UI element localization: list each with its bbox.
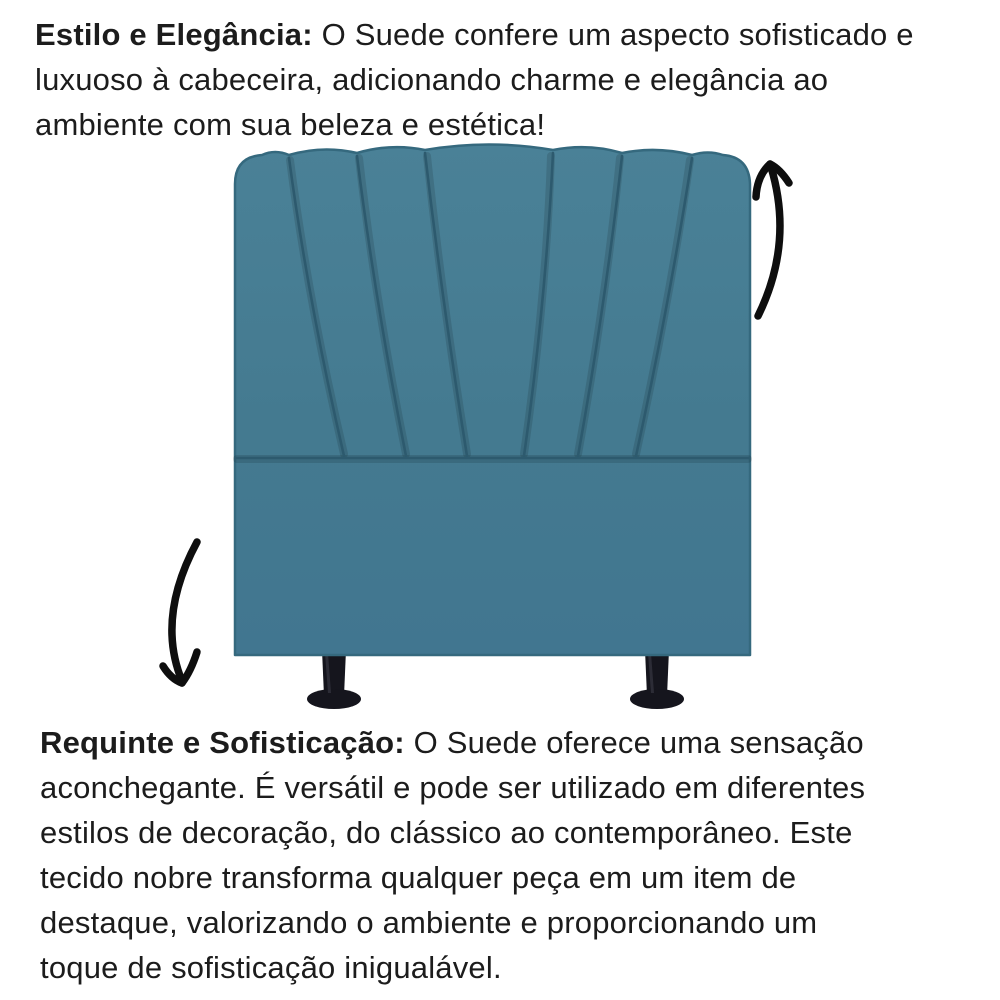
- right-foot-base: [630, 689, 684, 709]
- bottom-paragraph-line-3: estilos de decoração, do clássico ao contemporâneo. Este: [40, 815, 853, 850]
- bottom-paragraph-line-4: tecido nobre transforma qualquer peça em um item de: [40, 860, 797, 895]
- arrow-up-icon: [756, 164, 789, 316]
- top-paragraph-lead: Estilo e Elegância:: [35, 17, 313, 52]
- text-line: [40, 720, 980, 765]
- top-paragraph-line-2: luxuoso à cabeceira, adicionando charme e elegância ao: [35, 62, 829, 97]
- headboard-body: [235, 145, 750, 656]
- top-paragraph-line-3: ambiente com sua beleza e estética!: [35, 107, 546, 142]
- product-image-area: [0, 140, 1000, 720]
- bottom-paragraph-lead: Requinte e Sofisticação:: [40, 725, 405, 760]
- text-line: [35, 12, 985, 57]
- bottom-paragraph: [40, 720, 980, 990]
- bottom-paragraph-line-1: O Suede oferece uma sensação: [413, 725, 864, 760]
- top-paragraph-line-1: O Suede confere um aspecto sofisticado e: [321, 17, 914, 52]
- bottom-paragraph-line-5: destaque, valorizando o ambiente e proporcionando um: [40, 905, 818, 940]
- left-foot-base: [307, 689, 361, 709]
- bottom-paragraph-line-2: aconchegante. É versátil e pode ser utilizado em diferentes: [40, 770, 866, 805]
- arrow-down-icon: [163, 542, 197, 683]
- headboard-feet: [307, 650, 684, 709]
- top-paragraph: [35, 12, 985, 147]
- bottom-paragraph-line-6: toque de sofisticação inigualável.: [40, 950, 502, 985]
- headboard-illustration: [0, 140, 1000, 720]
